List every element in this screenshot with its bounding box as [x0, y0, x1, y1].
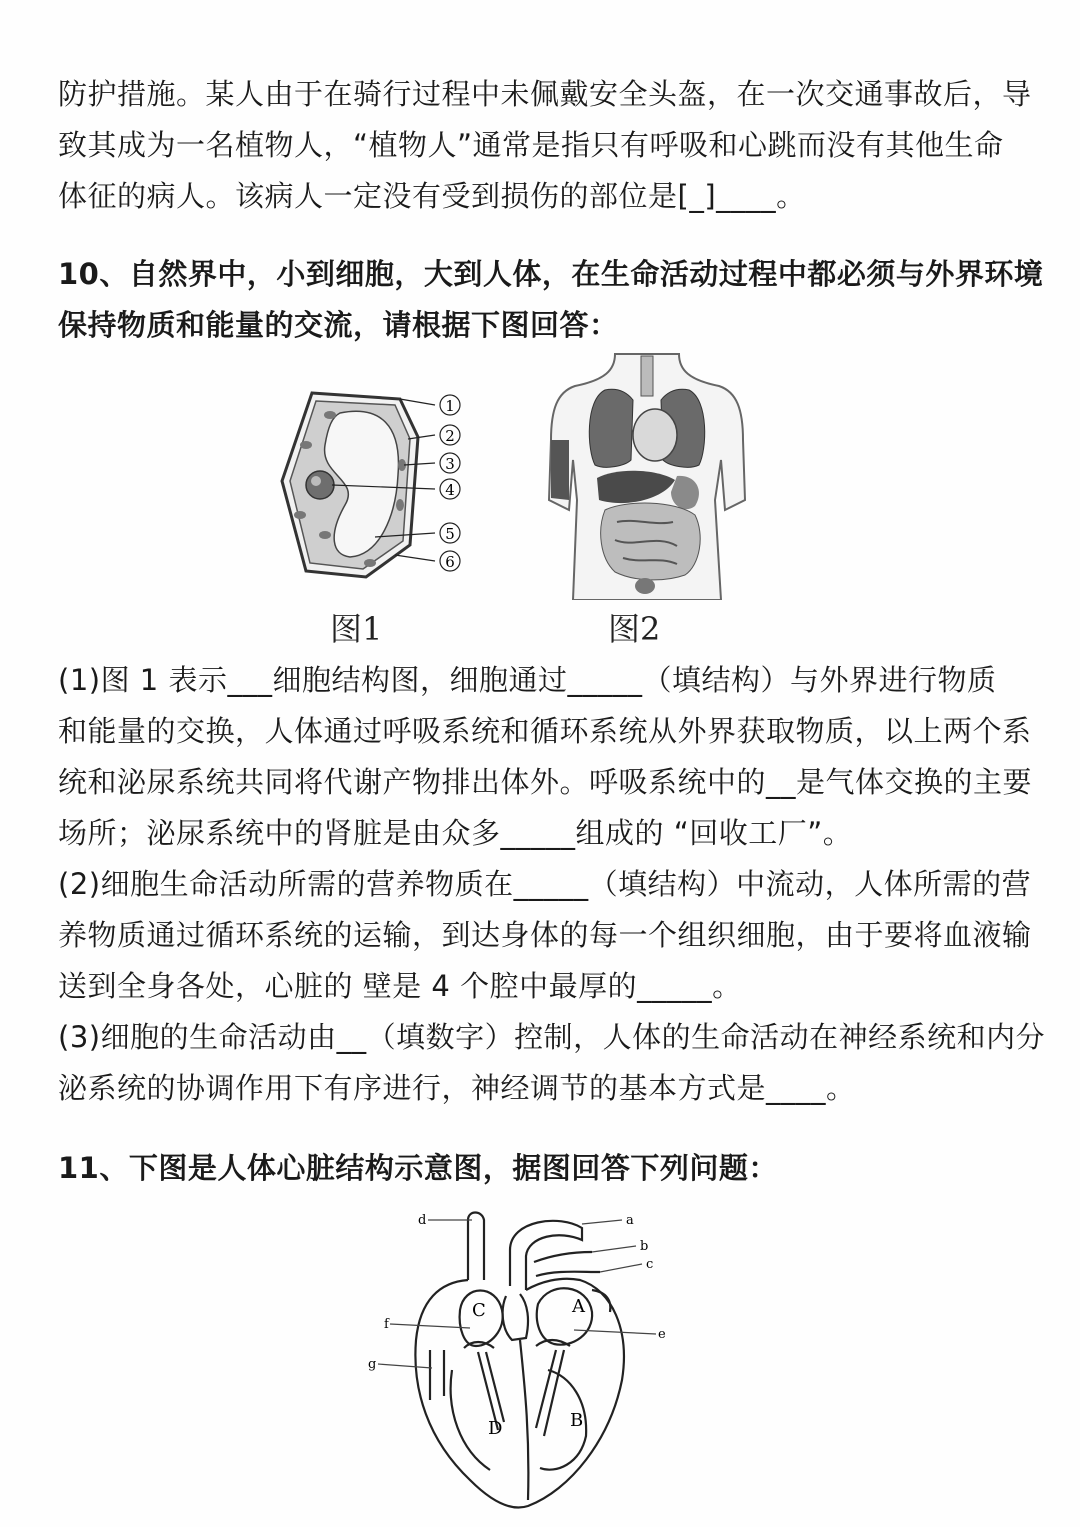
plant-cell-figure [270, 385, 480, 585]
text-line: 送到全身各处，心脏的 壁是 4 个腔中最厚的_____。 [58, 969, 742, 1003]
svg-text:3: 3 [445, 455, 455, 473]
text-line: 10、自然界中，小到细胞，大到人体，在生命活动过程中都必须与外界环境 [58, 257, 1044, 291]
svg-text:2: 2 [445, 427, 455, 445]
text-line: 场所；泌尿系统中的肾脏是由众多_____组成的 “回收工厂”。 [58, 816, 853, 850]
chamber-label-a: A [572, 1296, 585, 1317]
text-line: 统和泌尿系统共同将代谢产物排出体外。呼吸系统中的__是气体交换的主要 [58, 765, 1033, 799]
label-6 [440, 551, 460, 571]
figure-2-caption: 图2 [608, 610, 661, 648]
human-organs-diagram [545, 350, 750, 600]
vessel-label-e: e [658, 1327, 666, 1342]
svg-text:6: 6 [445, 553, 455, 571]
text-line: (3)细胞的生命活动由__（填数字）控制，人体的生命活动在神经系统和内分 [58, 1020, 1046, 1054]
text-line: (1)图 1 表示___细胞结构图，细胞通过_____（填结构）与外界进行物质 [58, 663, 997, 697]
plant-cell-diagram [270, 385, 480, 585]
label-4 [440, 479, 460, 499]
text-line: (2)细胞生命活动所需的营养物质在_____（填结构）中流动，人体所需的营 [58, 867, 1032, 901]
vessel-label-f: f [384, 1317, 389, 1332]
label-2 [440, 425, 460, 445]
text-line: 防护措施。某人由于在骑行过程中未佩戴安全头盔，在一次交通事故后，导 [58, 77, 1032, 111]
text-line: 养物质通过循环系统的运输，到达身体的每一个组织细胞，由于要将血液输 [58, 918, 1032, 952]
text-line: 保持物质和能量的交流，请根据下图回答： [58, 308, 619, 342]
label-5 [440, 523, 460, 543]
chamber-label-d: D [488, 1418, 503, 1439]
human-organs-figure [545, 350, 750, 600]
chamber-label-c: C [472, 1300, 486, 1321]
text-line: 体征的病人。该病人一定没有受到损伤的部位是[_]____。 [58, 179, 806, 213]
vessel-label-g: g [368, 1357, 377, 1372]
text-line: 泌系统的协调作用下有序进行，神经调节的基本方式是____。 [58, 1071, 856, 1105]
text-line: 和能量的交换，人体通过呼吸系统和循环系统从外界获取物质，以上两个系 [58, 714, 1032, 748]
svg-text:4: 4 [445, 481, 455, 499]
chamber-label-b: B [570, 1410, 584, 1431]
vessel-label-b: b [640, 1239, 649, 1254]
text-line: 11、下图是人体心脏结构示意图，据图回答下列问题： [58, 1151, 778, 1185]
label-3 [440, 453, 460, 473]
vessel-label-a: a [626, 1213, 634, 1228]
text-line: 致其成为一名植物人，“植物人”通常是指只有呼吸和心跳而没有其他生命 [58, 128, 1004, 162]
vessel-label-d: d [418, 1213, 427, 1228]
heart-diagram [360, 1200, 680, 1520]
figure-1-caption: 图1 [330, 610, 383, 648]
label-1 [440, 395, 460, 415]
svg-text:1: 1 [445, 397, 455, 415]
vessel-label-c: c [646, 1257, 654, 1272]
heart-structure-figure [360, 1200, 680, 1520]
svg-text:5: 5 [445, 525, 455, 543]
